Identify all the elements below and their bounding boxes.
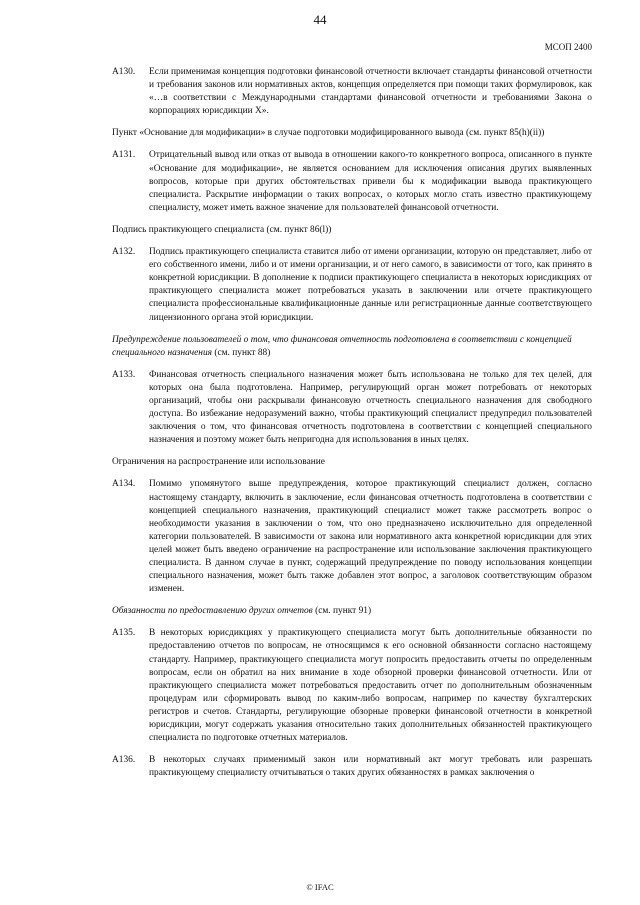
paragraph-a134: [112, 478, 592, 596]
paragraph-number: A132.: [112, 247, 136, 258]
heading-text: Пункт «Основание для модификации» в случае подготовки модифицированного вывода (см. пункт 85(h)(ii)): [112, 128, 545, 139]
section-heading-signature: [112, 224, 592, 237]
heading-text: Подпись практикующего специалиста (см. пункт 86(l)): [112, 224, 332, 235]
paragraph-a136: [112, 754, 592, 780]
paragraph-text: В некоторых юрисдикциях у практикующего специалиста могут быть дополнительные обязанности по предоставлению отчетов по вопросам, не относящимся к его основной обязанности согласно настоящему стандарту. Например, практикующего специалиста могут попросить предоставить отчеты по определенным вопросам, если он обратил на них внимание в ходе обзорной проверки финансовой отчетности. Или от практикующего специалиста может потребоваться предоставить отчет по дополнительным обозначенным процедурам или сформировать вывод по каким-либо вопросам, например по качеству бухгалтерских регистров и счетов. Стандарты, регулирующие обзорные проверки финансовой отчетности в конкретной юрисдикции, могут содержать указания относительно таких дополнительных обязанностей практикующего специалиста по подготовке отчетных материалов.: [149, 628, 592, 744]
paragraph-text: Отрицательный вывод или отказ от вывода в отношении какого-то конкретного вопроса, описанного в пункте «Основание для модификации», не является основанием для исключения описания других выявленных вопросов, которые при других обстоятельствах привели бы к модификации вывода практикующего специалиста. Раскрытие информации о таких вопросах, о которых могло стать известно практикующему специалисту, может иметь важное значение для пользователей финансовой отчетности.: [149, 150, 592, 213]
paragraph-number: A135.: [112, 628, 136, 639]
heading-italic: Обязанности по предоставлению других отчетов: [112, 606, 313, 617]
heading-text: (см. пункт 88): [212, 347, 271, 358]
paragraph-number: A136.: [112, 755, 136, 766]
heading-italic: Предупреждение пользователей о том, что финансовая отчетность подготовлена в соответствии с концепцией специального назначения: [112, 334, 572, 358]
document-code: МСОП 2400: [544, 42, 592, 52]
section-heading-restrictions: [112, 456, 592, 469]
paragraph-a132: [112, 246, 592, 325]
page-number: 44: [313, 12, 327, 27]
paragraph-number: A134.: [112, 479, 136, 490]
page-content: [112, 66, 592, 789]
paragraph-a131: [112, 149, 592, 214]
section-heading-other-reports: [112, 605, 592, 618]
paragraph-number: A131.: [112, 150, 136, 161]
paragraph-text: Подпись практикующего специалиста ставится либо от имени организации, которую он представляет, либо от его собственного имени, либо и от имени организации, и от него самого, в зависимости от того, как принято в конкретной юрисдикции. В дополнение к подписи практикующего специалиста в некоторых юрисдикциях от практикующего специалиста может потребоваться указать в заключении или отчете практикующего специалиста профессиональные квалификационные данные или регистрационные данные соответствующего лицензионного органа этой юрисдикции.: [149, 247, 592, 323]
heading-text: Ограничения на распространение или использование: [112, 457, 325, 468]
paragraph-text: Финансовая отчетность специального назначения может быть использована не только для тех целей, для которых она была подготовлена. Например, регулирующий орган может потребовать от некоторых организаций, чтобы они раскрывали финансовую отчетность специального назначения для свободного доступа. Во избежание недоразумений важно, чтобы практикующий специалист предупредил пользователей заключения о том, что финансовая отчетность подготовлена в соответствии с концепцией специального назначения и поэтому может быть непригодна для использования в иных целях.: [149, 369, 592, 446]
paragraph-text: Если применимая концепция подготовки финансовой отчетности включает стандарты финансовой отчетности и требования законов или нормативных актов, концепция определяется при помощи таких формулировок, как «…в соответствии с Международными стандартами финансовой отчетности и требованиями Закона о корпорациях юрисдикции Х».: [149, 67, 592, 117]
copyright-footer: © IFAC: [306, 882, 334, 892]
heading-text: (см. пункт 91): [312, 606, 372, 617]
paragraph-number: A133.: [112, 369, 136, 380]
paragraph-text: В некоторых случаях применимый закон или нормативный акт могут требовать или разрешать практикующему специалисту отчитываться о таких других обязанностях в рамках заключения о: [149, 755, 592, 779]
paragraph-a130: [112, 66, 592, 118]
paragraph-a135: [112, 627, 592, 745]
section-heading-modification-basis: [112, 127, 592, 140]
section-heading-user-warning: [112, 334, 592, 360]
paragraph-number: A130.: [112, 67, 136, 77]
paragraph-text: Помимо упомянутого выше предупреждения, которое практикующий специалист должен, согласно настоящему стандарту, включить в заключение, если финансовая отчетность подготовлена в соответствии с концепцией специального назначения, практикующий специалист может также рассмотреть вопрос о необходимости указания в заключении о том, что оно предназначено исключительно для определенной категории пользователей. В зависимости от закона или нормативного акта конкретной юрисдикции для этих целей может быть введено ограничение на распространение или использование заключения практикующего специалиста. В данном случае в пункт, содержащий предупреждение по поводу использования концепции специального назначения, может быть также добавлен этот вопрос, а заголовок соответствующим образом изменен.: [149, 479, 592, 595]
paragraph-a133: [112, 369, 592, 448]
